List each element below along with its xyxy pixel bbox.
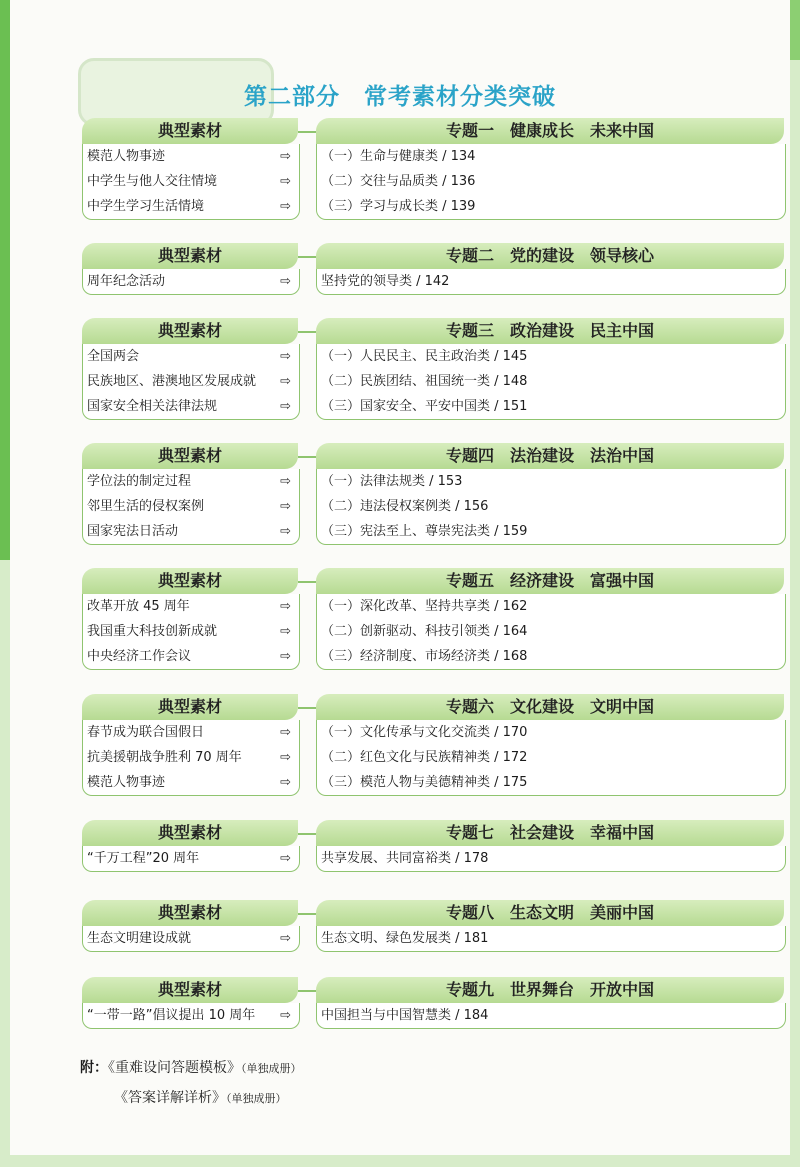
right-arrow-icon: ⇨: [280, 524, 291, 539]
entry-item[interactable]: （二）红色文化与民族精神类 / 172: [321, 750, 528, 765]
material-item[interactable]: [83, 519, 299, 544]
materials-list: [82, 469, 300, 545]
header-connector: [298, 833, 316, 835]
material-item[interactable]: [83, 269, 299, 294]
material-text: 中央经济工作会议: [87, 649, 192, 664]
right-arrow-icon: ⇨: [280, 274, 291, 289]
entries-list: [316, 144, 786, 220]
right-arrow-icon: ⇨: [280, 1008, 291, 1023]
material-text: 中学生与他人交往情境: [87, 174, 218, 189]
material-item[interactable]: [83, 644, 299, 669]
topic-title: 专题八 生态文明 美丽中国: [445, 903, 654, 922]
material-text: 模范人物事迹: [87, 775, 166, 790]
material-item[interactable]: [83, 926, 299, 951]
material-text: 民族地区、港澳地区发展成就: [87, 374, 257, 389]
entries-list: [316, 1003, 786, 1029]
material-item[interactable]: [83, 494, 299, 519]
topic-title: 专题九 世界舞台 开放中国: [445, 980, 654, 999]
entry-item[interactable]: 中国担当与中国智慧类 / 184: [321, 1008, 489, 1023]
topic-title: 专题六 文化建设 文明中国: [445, 697, 654, 716]
material-text: 改革开放 45 周年: [87, 599, 190, 614]
material-text: 周年纪念活动: [87, 274, 166, 289]
material-item[interactable]: [83, 469, 299, 494]
appendix-book-1-note: （单独成册）: [241, 1062, 302, 1075]
entry-item[interactable]: （三）宪法至上、尊崇宪法类 / 159: [321, 524, 528, 539]
entries-list: [316, 594, 786, 670]
entry-item[interactable]: 共享发展、共同富裕类 / 178: [321, 851, 489, 866]
topic-header[interactable]: [316, 820, 784, 846]
topic-title: 专题三 政治建设 民主中国: [445, 321, 654, 340]
materials-list: [82, 594, 300, 670]
entry-item[interactable]: 坚持党的领导类 / 142: [321, 274, 450, 289]
topic-title: 专题四 法治建设 法治中国: [445, 446, 654, 465]
material-text: 抗美援朝战争胜利 70 周年: [87, 750, 242, 765]
material-item[interactable]: [83, 846, 299, 871]
page-title: 第二部分 常考素材分类突破: [244, 84, 556, 110]
entry-item[interactable]: （一）人民民主、民主政治类 / 145: [321, 349, 528, 364]
entry-item[interactable]: （一）深化改革、坚持共享类 / 162: [321, 599, 528, 614]
entry-item[interactable]: （三）国家安全、平安中国类 / 151: [321, 399, 528, 414]
material-header: 典型素材: [82, 900, 298, 926]
material-text: “一带一路”倡议提出 10 周年: [87, 1008, 256, 1023]
materials-list: [82, 1003, 300, 1029]
topic-header[interactable]: [316, 118, 784, 144]
topic-header[interactable]: [316, 443, 784, 469]
entry-item[interactable]: （二）创新驱动、科技引领类 / 164: [321, 624, 528, 639]
right-arrow-icon: ⇨: [280, 374, 291, 389]
appendix-book-2-note: （单独成册）: [226, 1092, 287, 1105]
material-item[interactable]: [83, 369, 299, 394]
appendix-book-1[interactable]: 《重难设问答题模板》: [108, 1060, 241, 1076]
appendix-label: 附：: [80, 1060, 108, 1076]
material-text: “千万工程”20 周年: [87, 851, 200, 866]
right-arrow-icon: ⇨: [280, 349, 291, 364]
entries-list: [316, 344, 786, 420]
materials-list: [82, 144, 300, 220]
materials-list: [82, 846, 300, 872]
right-arrow-icon: ⇨: [280, 931, 291, 946]
appendix-line-2: [80, 1083, 302, 1113]
material-header: 典型素材: [82, 694, 298, 720]
entries-list: [316, 846, 786, 872]
right-arrow-icon: ⇨: [280, 199, 291, 214]
header-connector: [298, 990, 316, 992]
materials-list: [82, 720, 300, 796]
entries-list: [316, 720, 786, 796]
material-text: 我国重大科技创新成就: [87, 624, 218, 639]
material-item[interactable]: [83, 1003, 299, 1028]
topic-header[interactable]: [316, 977, 784, 1003]
material-header: 典型素材: [82, 318, 298, 344]
right-arrow-icon: ⇨: [280, 174, 291, 189]
header-connector: [298, 131, 316, 133]
entry-item[interactable]: （三）模范人物与美德精神类 / 175: [321, 775, 528, 790]
material-text: 生态文明建设成就: [87, 931, 192, 946]
material-item[interactable]: [83, 169, 299, 194]
material-text: 春节成为联合国假日: [87, 725, 205, 740]
header-connector: [298, 331, 316, 333]
right-arrow-icon: ⇨: [280, 624, 291, 639]
material-header: 典型素材: [82, 243, 298, 269]
entry-item[interactable]: （三）学习与成长类 / 139: [321, 199, 476, 214]
entry-item[interactable]: （二）民族团结、祖国统一类 / 148: [321, 374, 528, 389]
material-header: 典型素材: [82, 977, 298, 1003]
topic-header[interactable]: [316, 900, 784, 926]
appendix: [80, 1053, 302, 1113]
entries-list: [316, 926, 786, 952]
material-text: 学位法的制定过程: [87, 474, 192, 489]
material-header: 典型素材: [82, 118, 298, 144]
right-arrow-icon: ⇨: [280, 649, 291, 664]
right-arrow-icon: ⇨: [280, 851, 291, 866]
materials-list: [82, 926, 300, 952]
material-header: 典型素材: [82, 568, 298, 594]
entry-item[interactable]: （三）经济制度、市场经济类 / 168: [321, 649, 528, 664]
header-connector: [298, 581, 316, 583]
entry-item[interactable]: （二）违法侵权案例类 / 156: [321, 499, 489, 514]
topic-title: 专题五 经济建设 富强中国: [445, 571, 654, 590]
entries-list: [316, 269, 786, 295]
appendix-line-1: [80, 1053, 302, 1083]
right-arrow-icon: ⇨: [280, 149, 291, 164]
material-item[interactable]: [83, 770, 299, 795]
material-item[interactable]: [83, 144, 299, 169]
entries-list: [316, 469, 786, 545]
header-connector: [298, 456, 316, 458]
entry-item[interactable]: 生态文明、绿色发展类 / 181: [321, 931, 489, 946]
topic-header[interactable]: [316, 694, 784, 720]
topic-title: 专题七 社会建设 幸福中国: [445, 823, 654, 842]
right-arrow-icon: ⇨: [280, 725, 291, 740]
right-arrow-icon: ⇨: [280, 775, 291, 790]
material-text: 模范人物事迹: [87, 149, 166, 164]
right-arrow-icon: ⇨: [280, 750, 291, 765]
material-text: 邻里生活的侵权案例: [87, 499, 205, 514]
material-item[interactable]: [83, 394, 299, 419]
header-connector: [298, 913, 316, 915]
topic-title: 专题一 健康成长 未来中国: [445, 121, 654, 140]
material-text: 国家安全相关法律法规: [87, 399, 218, 414]
entry-item[interactable]: （一）法律法规类 / 153: [321, 474, 463, 489]
material-header: 典型素材: [82, 820, 298, 846]
material-item[interactable]: [83, 594, 299, 619]
material-text: 国家宪法日活动: [87, 524, 179, 539]
topic-header[interactable]: [316, 318, 784, 344]
material-header: 典型素材: [82, 443, 298, 469]
entry-item[interactable]: （二）交往与品质类 / 136: [321, 174, 476, 189]
right-arrow-icon: ⇨: [280, 599, 291, 614]
material-item[interactable]: [83, 745, 299, 770]
entry-item[interactable]: （一）文化传承与文化交流类 / 170: [321, 725, 528, 740]
entry-item[interactable]: （一）生命与健康类 / 134: [321, 149, 476, 164]
right-arrow-icon: ⇨: [280, 399, 291, 414]
material-item[interactable]: [83, 194, 299, 219]
material-item[interactable]: [83, 720, 299, 745]
material-text: 中学生学习生活情境: [87, 199, 205, 214]
header-connector: [298, 256, 316, 258]
right-arrow-icon: ⇨: [280, 499, 291, 514]
topic-title: 专题二 党的建设 领导核心: [445, 246, 654, 265]
header-connector: [298, 707, 316, 709]
topic-header[interactable]: [316, 568, 784, 594]
materials-list: [82, 269, 300, 295]
topic-header[interactable]: [316, 243, 784, 269]
material-item[interactable]: [83, 344, 299, 369]
materials-list: [82, 344, 300, 420]
material-text: 全国两会: [87, 349, 140, 364]
appendix-book-2[interactable]: 《答案详解详析》: [114, 1090, 226, 1106]
right-arrow-icon: ⇨: [280, 474, 291, 489]
material-item[interactable]: [83, 619, 299, 644]
